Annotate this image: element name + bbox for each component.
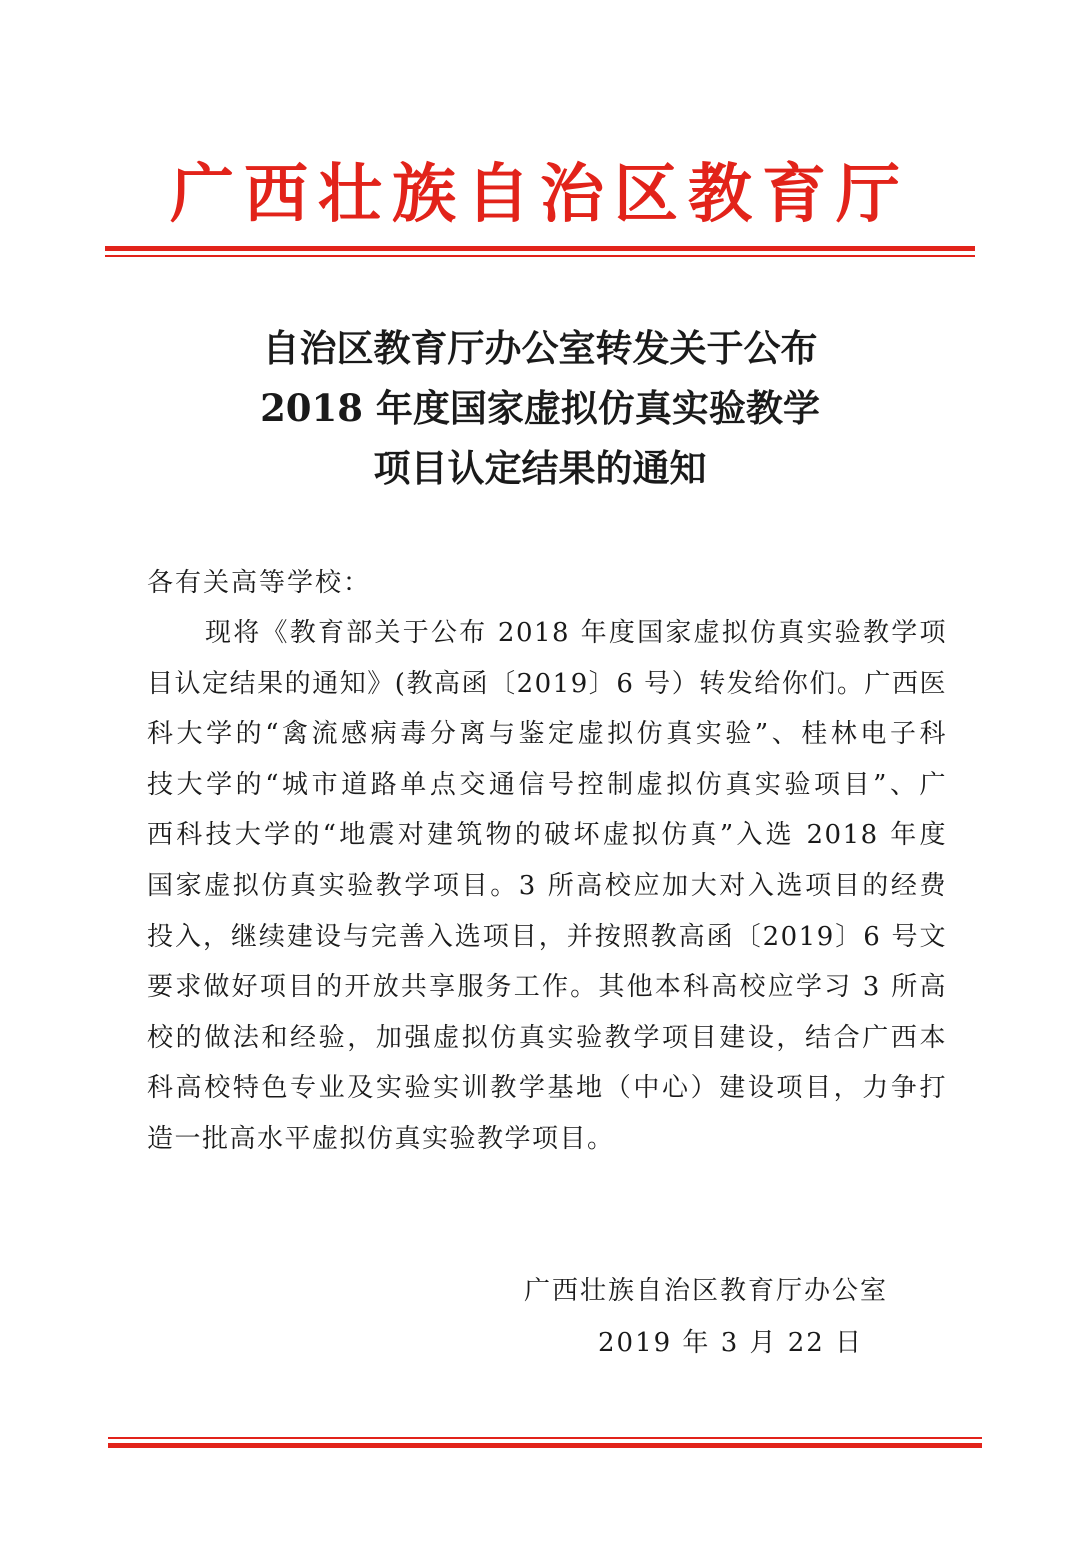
signature-organization: 广西壮族自治区教育厅办公室 (524, 1276, 889, 1306)
masthead-rule-thick (105, 246, 975, 251)
paragraph-line: 科高校特色专业及实验实训教学基地（中心）建设项目，力争打 (147, 1073, 947, 1104)
footer-rule-thin (108, 1437, 982, 1439)
title-line: 自治区教育厅办公室转发关于公布 (262, 326, 818, 370)
title-line: 2018 年度国家虚拟仿真实验教学 (260, 386, 820, 430)
paragraph-line: 科大学的“禽流感病毒分离与鉴定虚拟仿真实验”、桂林电子科 (147, 719, 947, 750)
paragraph-line: 要求做好项目的开放共享服务工作。其他本科高校应学习 3 所高 (147, 972, 947, 1003)
paragraph-line: 造一批高水平虚拟仿真实验教学项目。 (147, 1123, 615, 1154)
salutation: 各有关高等学校： (147, 568, 372, 598)
paragraph-line: 投入，继续建设与完善入选项目，并按照教高函〔2019〕6 号文 (147, 921, 947, 952)
document-title (100, 318, 980, 498)
paragraph-line: 目认定结果的通知》(教高函〔2019〕6 号）转发给你们。广西医 (147, 668, 947, 699)
paragraph-line: 技大学的“城市道路单点交通信号控制虚拟仿真实验项目”、广 (147, 769, 947, 800)
paragraph-line: 西科技大学的“地震对建筑物的破坏虚拟仿真”入选 2018 年度 (147, 820, 947, 851)
body-paragraph (147, 608, 947, 1165)
signature-block (510, 1266, 920, 1368)
paragraph-line: 国家虚拟仿真实验教学项目。3 所高校应加大对入选项目的经费 (147, 870, 947, 901)
masthead-rule-thin (105, 255, 975, 257)
paragraph-line: 现将《教育部关于公布 2018 年度国家虚拟仿真实验教学项 (205, 618, 947, 648)
signature-date: 2019 年 3 月 22 日 (598, 1328, 864, 1358)
title-line: 项目认定结果的通知 (373, 446, 707, 490)
paragraph-line: 校的做法和经验，加强虚拟仿真实验教学项目建设，结合广西本 (147, 1022, 947, 1053)
masthead-org-name: 广西壮族自治区教育厅 (170, 157, 910, 232)
footer-rule-thick (108, 1443, 982, 1448)
